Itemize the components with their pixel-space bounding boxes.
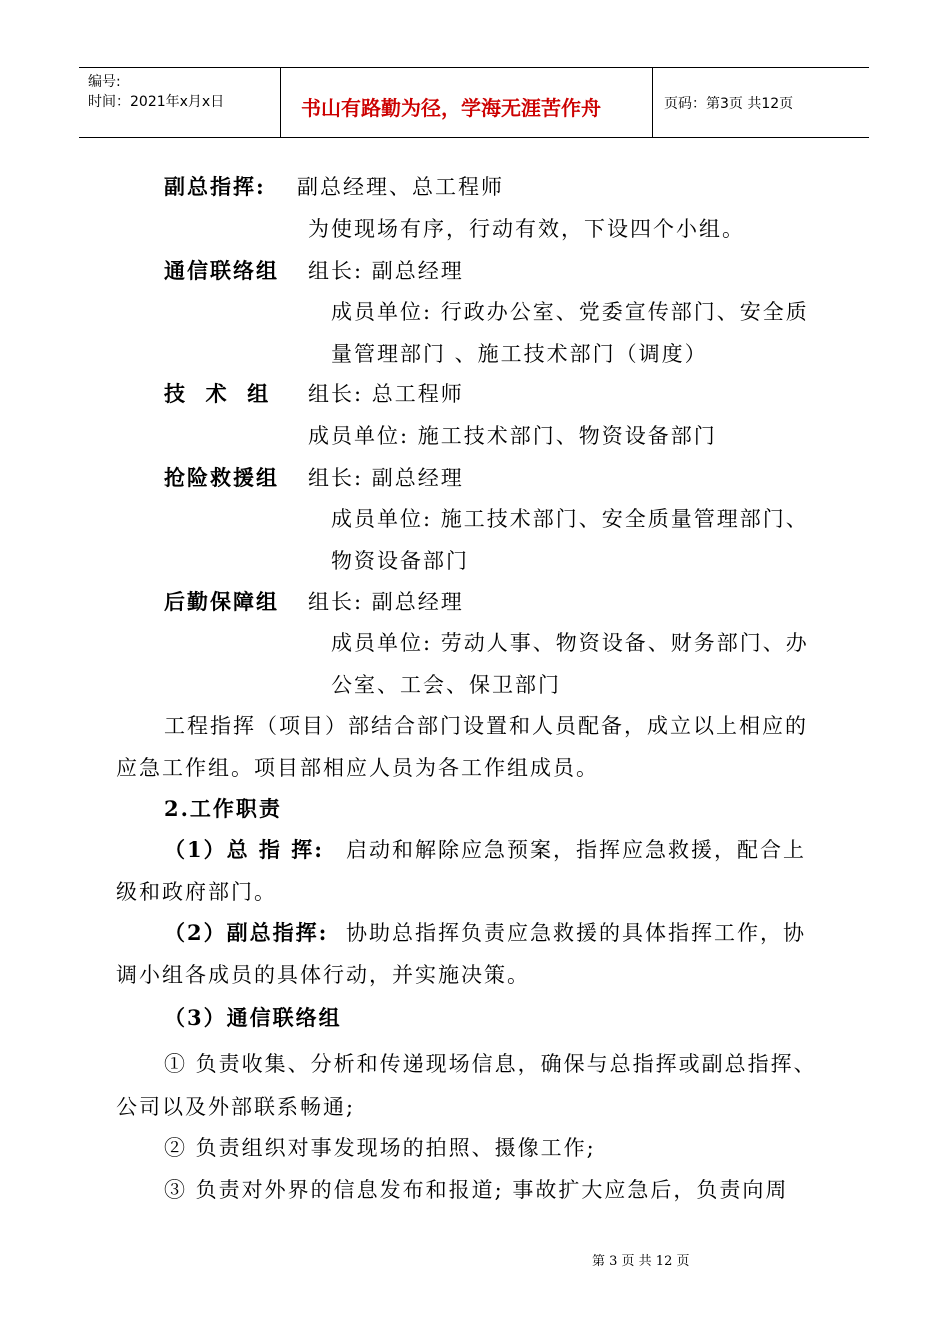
group-members: 成员单位: 施工技术部门、安全质量管理部门、 xyxy=(331,507,809,531)
duty-text: 级和政府部门。 xyxy=(116,880,277,904)
duty-text: 调小组各成员的具体行动，并实施决策。 xyxy=(116,963,530,987)
header-motto: 书山有路勤为径，学海无涯苦作舟 xyxy=(301,96,601,120)
group-members: 公室、工会、保卫部门 xyxy=(331,673,561,697)
duty-item: ③ 负责对外界的信息发布和报道; 事故扩大应急后，负责向周 xyxy=(164,1178,789,1202)
group-name: 技 术 组 xyxy=(164,381,271,406)
duty-text: 协助总指挥负责应急救援的具体指挥工作，协 xyxy=(346,921,806,945)
duty-label: （3）通信联络组 xyxy=(164,1005,342,1030)
duty-item: ① 负责收集、分析和传递现场信息，确保与总指挥或副总指挥、 xyxy=(164,1052,817,1076)
group-leader: 组长: 总工程师 xyxy=(308,382,464,406)
header-divider xyxy=(280,68,281,137)
page-info: 页码：第3页 共12页 xyxy=(664,96,794,112)
group-members: 成员单位: 劳动人事、物资设备、财务部门、办 xyxy=(331,631,809,655)
deputy-commander-text: 副总经理、总工程师 xyxy=(297,175,504,199)
group-name: 后勤保障组 xyxy=(164,589,279,614)
page-header xyxy=(79,67,869,138)
doc-number-label: 编号: xyxy=(88,74,121,90)
group-members: 物资设备部门 xyxy=(331,549,469,573)
group-members: 成员单位: 施工技术部门、物资设备部门 xyxy=(308,424,717,448)
duty-text: 启动和解除应急预案，指挥应急救援，配合上 xyxy=(346,838,806,862)
body-paragraph: 应急工作组。项目部相应人员为各工作组成员。 xyxy=(116,756,599,780)
group-leader: 组长: 副总经理 xyxy=(308,466,464,490)
group-leader: 组长: 副总经理 xyxy=(308,590,464,614)
deputy-commander-title: 副总指挥: xyxy=(164,174,266,199)
page-footer: 第 3 页 共 12 页 xyxy=(592,1254,690,1269)
doc-time-label: 时间：2021年x月x日 xyxy=(88,94,225,110)
group-members: 量管理部门 、施工技术部门（调度） xyxy=(331,342,708,366)
group-name: 抢险救援组 xyxy=(164,465,279,490)
duty-item: ② 负责组织对事发现场的拍照、摄像工作; xyxy=(164,1136,596,1160)
header-divider xyxy=(652,68,653,137)
body-paragraph: 工程指挥（项目）部结合部门设置和人员配备，成立以上相应的 xyxy=(164,714,808,738)
group-leader: 组长: 副总经理 xyxy=(308,259,464,283)
groups-intro: 为使现场有序，行动有效，下设四个小组。 xyxy=(308,217,745,241)
duty-label: （1）总 指 挥: xyxy=(164,837,324,862)
group-members: 成员单位: 行政办公室、党委宣传部门、安全质 xyxy=(331,300,809,324)
section-heading: 2.工作职责 xyxy=(164,796,282,821)
group-name: 通信联络组 xyxy=(164,258,279,283)
duty-label: （2）副总指挥: xyxy=(164,920,329,945)
duty-item: 公司以及外部联系畅通; xyxy=(116,1095,356,1119)
